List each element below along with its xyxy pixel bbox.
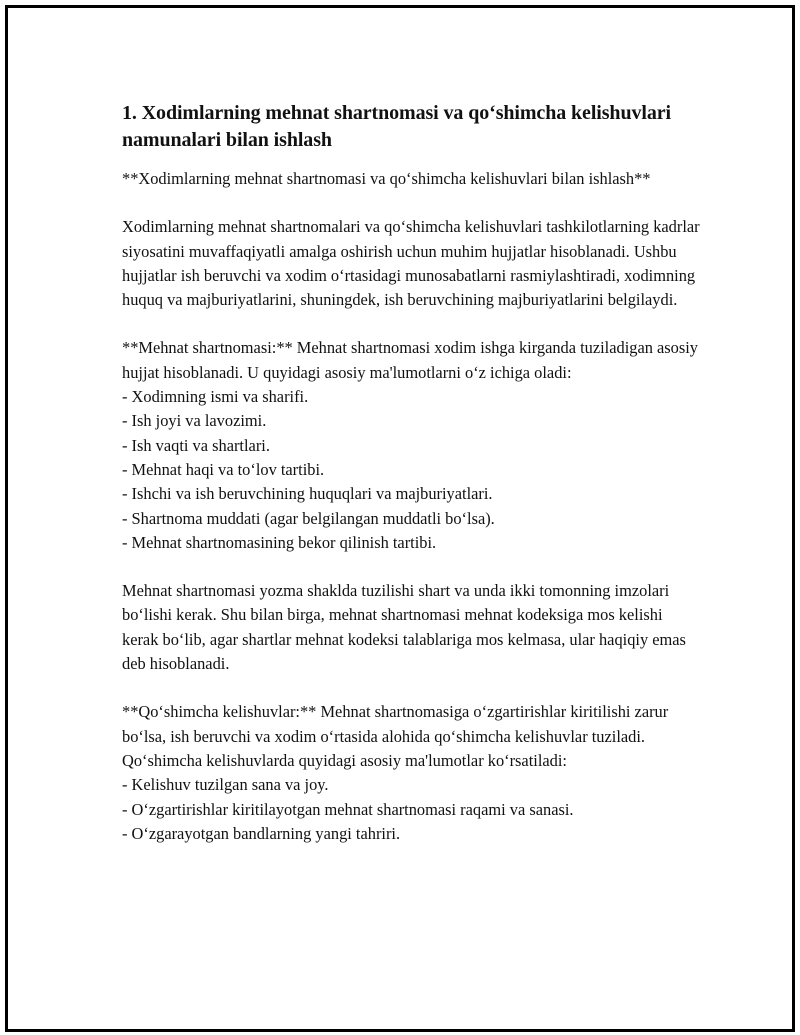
list-item: - Mehnat shartnomasining bekor qilinish tartibi. — [122, 532, 437, 552]
list-item: - Xodimning ismi va sharifi. — [122, 387, 309, 407]
list-item: - Kelishuv tuzilgan sana va joy. — [122, 775, 329, 795]
contract-section-paragraph: **Mehnat shartnomasi:** Mehnat shartnomasi xodim ishga kirganda tuziladigan asosiy hujjat hisoblanadi. U quyidagi asosiy ma'lumotlarni o‘z ichiga oladi: — [122, 338, 699, 382]
list-item: - Mehnat haqi va to‘lov tartibi. — [122, 459, 325, 479]
page-frame — [5, 5, 795, 1032]
contract-items-list — [122, 385, 702, 555]
written-form-paragraph: Mehnat shartnomasi yozma shaklda tuzilishi shart va unda ikki tomonning imzolari bo‘lishi kerak. Shu bilan birga, mehnat shartnomasi mehnat kodeksiga mos kelishi kerak bo‘lib, agar shartlar mehnat kodeksi talablariga mos kelmasa, ular haqiqiy emas deb hisoblanadi. — [122, 581, 686, 674]
supplementary-section-paragraph: **Qo‘shimcha kelishuvlar:** Mehnat shartnomasiga o‘zgartirishlar kiritilishi zarur bo‘lsa, ish beruvchi va xodim o‘rtasida alohida qo‘shimcha kelishuvlar tuziladi. Qo‘shimcha kelishuvlarda quyidagi asosiy ma'lumotlar ko‘rsatiladi: — [122, 702, 669, 770]
supplementary-items-list — [122, 773, 702, 846]
list-item: - Ish vaqti va shartlari. — [122, 435, 270, 455]
list-item: - Shartnoma muddati (agar belgilangan muddatli bo‘lsa). — [122, 508, 495, 528]
list-item: - Ishchi va ish beruvchining huquqlari va majburiyatlari. — [122, 484, 493, 504]
list-item: - Ish joyi va lavozimi. — [122, 411, 267, 431]
document-body — [122, 100, 702, 846]
intro-paragraph: Xodimlarning mehnat shartnomalari va qo‘shimcha kelishuvlari tashkilotlarning kadrlar siyosatini muvaffaqiyatli amalga oshirish uchun muhim hujjatlar hisoblanadi. Ushbu hujjatlar ish beruvchi va xodim o‘rtasidagi munosabatlarni rasmiylashtiradi, xodimning huquq va majburiyatlarini, shuningdek, ish beruvchining majburiyatlarini belgilaydi. — [122, 217, 700, 310]
document-subtitle: **Xodimlarning mehnat shartnomasi va qo‘shimcha kelishuvlari bilan ishlash** — [122, 169, 651, 188]
document-title: 1. Xodimlarning mehnat shartnomasi va qo‘shimcha kelishuvlari namunalari bilan ishlash — [122, 102, 671, 151]
list-item: - O‘zgarayotgan bandlarning yangi tahriri. — [122, 823, 401, 843]
list-item: - O‘zgartirishlar kiritilayotgan mehnat shartnomasi raqami va sanasi. — [122, 799, 574, 819]
